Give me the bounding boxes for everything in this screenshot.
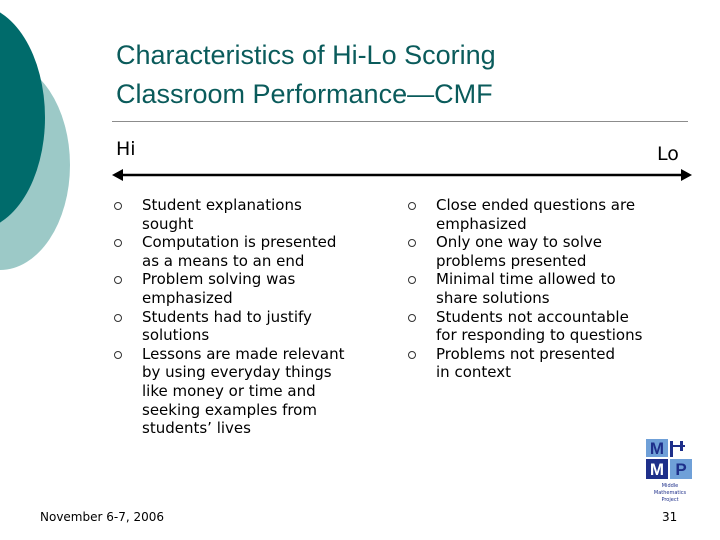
list-item-line: sought <box>142 214 194 233</box>
logo-tagline-3: Project <box>661 497 679 503</box>
list-item-line: like money or time and <box>142 381 316 400</box>
list-item-line: Problem solving was <box>142 270 296 289</box>
hollow-bullet-icon <box>114 202 122 210</box>
list-item-line: students’ lives <box>142 419 251 438</box>
footer-date: November 6-7, 2006 <box>40 510 165 524</box>
list-item <box>114 308 384 345</box>
title-divider <box>112 121 688 122</box>
hollow-bullet-icon <box>114 351 122 359</box>
left-arrowhead <box>112 169 123 181</box>
list-item <box>408 345 683 382</box>
hi-lo-scale-arrow <box>112 168 692 182</box>
slide-title <box>116 36 676 114</box>
hi-characteristics-list <box>114 196 384 438</box>
lo-characteristics-list <box>408 196 683 382</box>
list-item-line: emphasized <box>436 214 527 233</box>
logo-bar <box>670 441 673 457</box>
logo-letter-3: P <box>675 460 687 479</box>
hollow-bullet-icon <box>408 276 416 284</box>
list-item-line: Students not accountable <box>436 307 629 326</box>
list-item <box>408 233 683 270</box>
list-item-line: for responding to questions <box>436 326 643 345</box>
logo-letter-2: M <box>649 460 665 479</box>
list-item-line: as a means to an end <box>142 251 305 270</box>
page-number: 31 <box>662 510 678 524</box>
mmp-logo <box>642 437 698 503</box>
title-line-1: Characteristics of Hi-Lo Scoring <box>116 40 496 70</box>
list-item-line: Student explanations <box>142 196 302 214</box>
list-item-line: Problems not presented <box>436 344 616 363</box>
hollow-bullet-icon <box>114 276 122 284</box>
list-item <box>114 270 384 307</box>
logo-tagline-1: Middle <box>661 483 679 489</box>
list-item-line: Only one way to solve <box>436 233 603 252</box>
list-item-line: by using everyday things <box>142 363 332 382</box>
hollow-bullet-icon <box>408 239 416 247</box>
list-item <box>408 270 683 307</box>
list-item-line: Minimal time allowed to <box>436 270 616 289</box>
list-item-line: emphasized <box>142 288 233 307</box>
logo-bar-3 <box>673 445 685 447</box>
hollow-bullet-icon <box>408 202 416 210</box>
title-line-2: Classroom Performance—CMF <box>116 79 493 109</box>
logo-tagline-2: Mathematics <box>653 490 687 496</box>
hollow-bullet-icon <box>408 351 416 359</box>
list-item <box>114 196 384 233</box>
hollow-bullet-icon <box>114 314 122 322</box>
right-arrowhead <box>681 169 692 181</box>
hi-label: Hi <box>116 138 136 160</box>
list-item-line: share solutions <box>436 288 550 307</box>
list-item <box>114 345 384 438</box>
hollow-bullet-icon <box>114 239 122 247</box>
list-item-line: problems presented <box>436 251 587 270</box>
list-item-line: Lessons are made relevant <box>142 344 345 363</box>
list-item <box>408 196 683 233</box>
logo-letter-1: M <box>649 439 665 458</box>
list-item-line: Computation is presented <box>142 233 337 252</box>
lo-label: Lo <box>657 143 679 165</box>
list-item-line: solutions <box>142 326 210 345</box>
list-item <box>114 233 384 270</box>
list-item-line: in context <box>436 363 511 382</box>
list-item-line: Students had to justify <box>142 307 312 326</box>
list-item-line: seeking examples from <box>142 400 317 419</box>
list-item <box>408 308 683 345</box>
list-item-line: Close ended questions are <box>436 196 636 214</box>
hollow-bullet-icon <box>408 314 416 322</box>
